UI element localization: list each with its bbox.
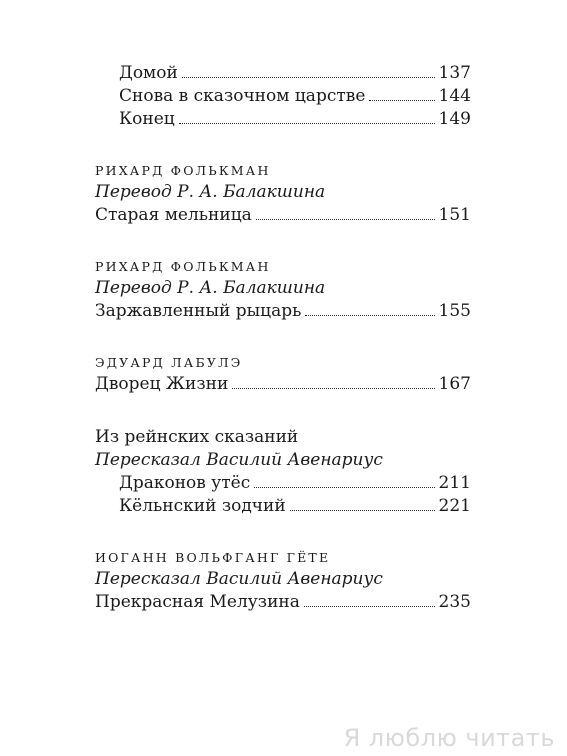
toc-entry	[95, 108, 471, 131]
toc-entry	[95, 591, 471, 614]
toc-entry	[95, 204, 471, 227]
toc-entry-title: Кёльнский зодчий	[119, 496, 286, 516]
toc-entry-page: 235	[438, 592, 471, 612]
toc-entry-title: Домой	[119, 63, 178, 83]
translator-credit: Перевод Р. А. Балакшина	[95, 278, 326, 298]
toc-entry-page: 144	[438, 86, 471, 106]
toc-entry	[95, 85, 471, 108]
toc-entry-page: 155	[438, 301, 471, 321]
table-of-contents	[95, 62, 471, 614]
dot-leader	[369, 100, 434, 101]
toc-group-intro	[95, 62, 471, 131]
toc-entry-page: 221	[438, 496, 471, 516]
toc-entry	[95, 300, 471, 323]
toc-entry-title: Заржавленный рыцарь	[95, 301, 302, 321]
toc-entry-page: 151	[438, 205, 471, 225]
toc-entry-page: 149	[438, 109, 471, 129]
dot-leader	[182, 77, 435, 78]
toc-entry-title: Конец	[119, 109, 175, 129]
toc-entry	[95, 373, 471, 396]
toc-section	[95, 353, 471, 396]
toc-entry	[95, 495, 471, 518]
toc-section	[95, 257, 471, 323]
toc-entry-title: Дворец Жизни	[95, 374, 229, 394]
toc-entry	[95, 472, 471, 495]
author-name: ИОГАНН ВОЛЬФГАНГ ГЁТЕ	[95, 550, 331, 565]
toc-entry-page: 167	[438, 374, 471, 394]
toc-entry-page: 137	[438, 63, 471, 83]
translator-credit: Перевод Р. А. Балакшина	[95, 182, 326, 202]
dot-leader	[254, 487, 434, 488]
dot-leader	[256, 219, 435, 220]
dot-leader	[290, 510, 435, 511]
translator-credit: Пересказал Василий Авенариус	[95, 450, 383, 470]
toc-entry	[95, 62, 471, 85]
dot-leader	[232, 388, 434, 389]
toc-section	[95, 161, 471, 227]
toc-entry-title: Драконов утёс	[119, 473, 251, 493]
author-name: РИХАРД ФОЛЬКМАН	[95, 259, 271, 274]
author-name: ЭДУАРД ЛАБУЛЭ	[95, 355, 243, 370]
toc-entry-title: Старая мельница	[95, 205, 252, 225]
toc-section	[95, 426, 471, 518]
translator-credit: Пересказал Василий Авенариус	[95, 569, 383, 589]
toc-entry-title: Прекрасная Мелузина	[95, 592, 300, 612]
toc-section	[95, 548, 471, 614]
toc-entry-title: Снова в сказочном царстве	[119, 86, 366, 106]
dot-leader	[305, 315, 434, 316]
watermark: Я люблю читать	[343, 724, 555, 752]
author-name: РИХАРД ФОЛЬКМАН	[95, 163, 271, 178]
dot-leader	[304, 606, 435, 607]
dot-leader	[179, 123, 435, 124]
toc-entry-page: 211	[438, 473, 471, 493]
section-heading: Из рейнских сказаний	[95, 427, 299, 447]
